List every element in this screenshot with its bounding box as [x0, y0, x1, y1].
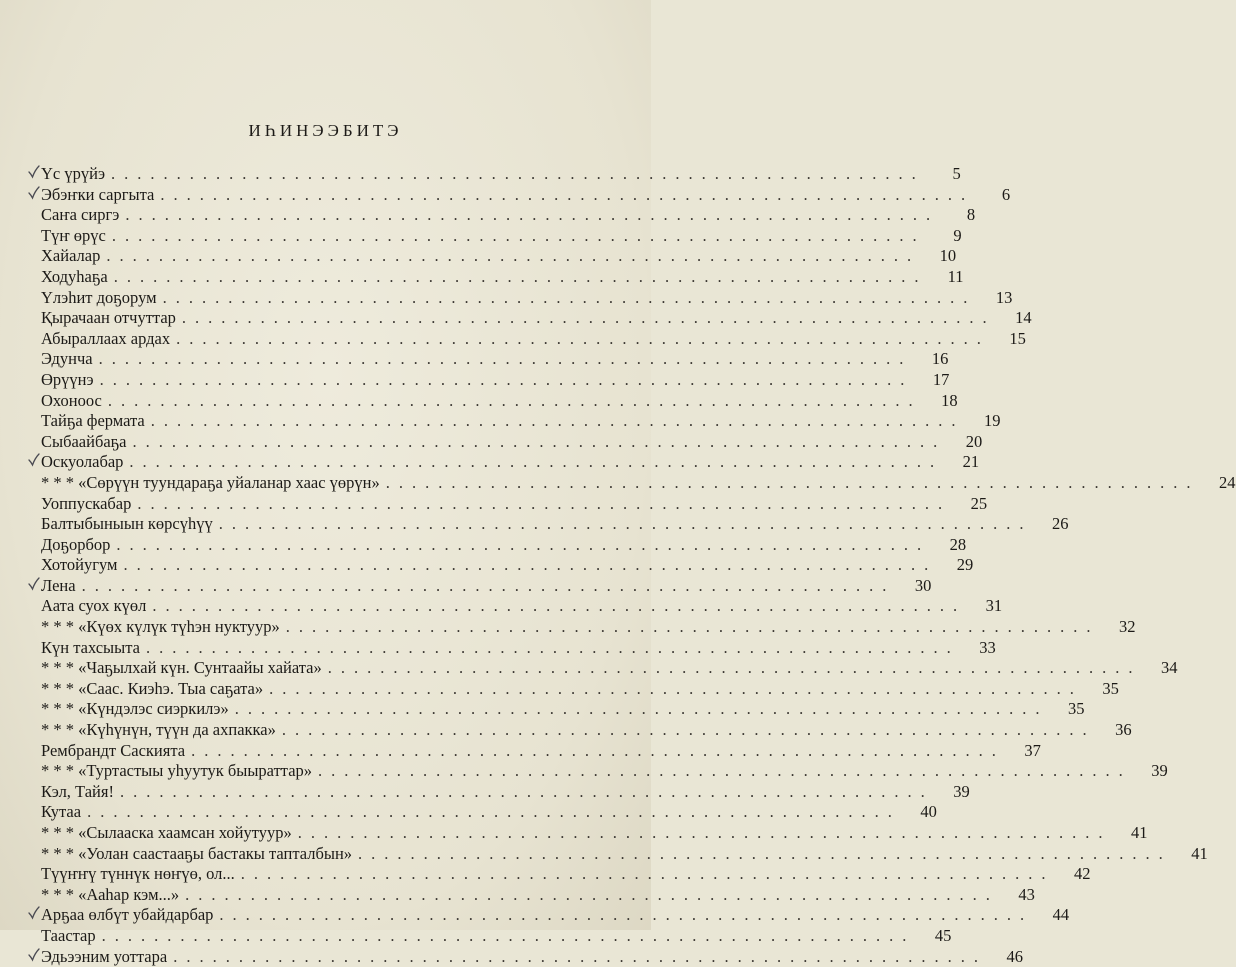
dot-leader: ..............................................................	[98, 349, 913, 369]
toc-entry	[41, 699, 1085, 720]
pencil-check-icon	[28, 186, 40, 200]
toc-entry-page: 44	[1052, 905, 1070, 925]
toc-entry-page: 40	[920, 802, 937, 822]
toc-entry-page: 18	[941, 390, 958, 410]
toc-entry-page: 41	[1191, 843, 1208, 863]
dot-leader: ..............................................................	[111, 225, 926, 245]
toc-entry-title: Таастар	[41, 925, 96, 945]
toc-entry-page: 39	[1151, 761, 1168, 781]
toc-entry	[41, 678, 1119, 700]
toc-entry	[41, 843, 1208, 865]
pencil-check-icon	[28, 948, 40, 962]
toc-entry-title: * * * «Сылааска хаамсан хойутуур»	[41, 823, 292, 842]
toc-entry-page: 39	[953, 781, 970, 801]
toc-entry-title: Охоноос	[41, 390, 102, 410]
toc-entry-title: Хотойугум	[41, 555, 118, 575]
toc-entry-title: Аата суох күөл	[41, 596, 147, 616]
dot-leader: ..............................................................	[297, 823, 1112, 842]
toc-entry	[41, 596, 1003, 617]
toc-entry-page: 34	[1161, 658, 1178, 678]
dot-leader: ..............................................................	[191, 740, 1005, 760]
toc-entry	[41, 390, 958, 412]
dot-leader: ..............................................................	[281, 720, 1096, 740]
toc-entry-page: 13	[995, 287, 1013, 307]
toc-entry-title: Абыраллаах ардах	[41, 328, 171, 348]
table-of-contents	[41, 164, 1236, 967]
toc-entry-title: Рембрандт Саскията	[41, 740, 186, 760]
toc-entry-page: 11	[947, 266, 964, 286]
toc-entry-page: 29	[956, 555, 974, 575]
dot-leader: ..............................................................	[129, 452, 944, 472]
dot-leader: ..............................................................	[125, 205, 940, 225]
dot-leader: ..............................................................	[327, 658, 1142, 678]
toc-entry	[41, 246, 957, 267]
toc-entry-page: 41	[1131, 823, 1148, 842]
toc-entry	[41, 452, 980, 473]
dot-leader: ..............................................................	[318, 761, 1132, 781]
toc-entry-title: * * * «Күндэлэс сиэркилэ»	[41, 699, 229, 719]
toc-entry-page: 31	[985, 596, 1003, 616]
toc-entry-page: 42	[1074, 864, 1091, 884]
dot-leader: ..............................................................	[218, 514, 1033, 534]
dot-leader: ..............................................................	[123, 555, 938, 575]
toc-entry	[41, 884, 1035, 906]
toc-entry	[41, 905, 1070, 926]
toc-entry-page: 25	[970, 493, 988, 513]
dot-leader: ..............................................................	[219, 905, 1034, 925]
toc-entry	[41, 575, 932, 597]
toc-entry	[41, 802, 937, 823]
toc-entry-title: Эдунча	[41, 349, 93, 369]
toc-entry-page: 20	[965, 431, 983, 451]
toc-entry-title: Түҥ өрүс	[41, 225, 106, 245]
dot-leader: ..............................................................	[101, 925, 916, 945]
page-title: ИҺИНЭЭБИТЭ	[248, 121, 403, 140]
dot-leader: ..............................................................	[99, 369, 914, 389]
dot-leader: ..............................................................	[285, 617, 1100, 637]
dot-leader: ..............................................................	[113, 266, 928, 286]
toc-entry-title: Оскуолабар	[41, 452, 124, 472]
toc-entry-page: 14	[1015, 308, 1032, 328]
toc-entry-title: Хайалар	[41, 246, 101, 266]
toc-entry	[41, 308, 1032, 329]
dot-leader: ..............................................................	[234, 699, 1049, 719]
toc-entry-page: 43	[1018, 884, 1035, 904]
toc-entry-title: * * * «Сөрүүн туундараҕа уйаланар хаас үөрүн»	[41, 472, 380, 492]
toc-entry	[41, 472, 1236, 494]
toc-entry-title: Сыбаайбаҕа	[41, 431, 127, 451]
toc-entry	[41, 823, 1148, 844]
toc-entry-page: 32	[1119, 617, 1136, 637]
dot-leader: ..............................................................	[160, 184, 975, 204]
dot-leader: ..............................................................	[137, 493, 952, 513]
toc-entry	[41, 514, 1069, 535]
toc-entry	[41, 658, 1178, 679]
toc-entry	[41, 781, 970, 803]
toc-entry	[41, 369, 950, 391]
toc-entry-title: Үлэһит доҕорум	[41, 287, 157, 307]
toc-entry-page: 35	[1102, 678, 1119, 698]
toc-entry-title: Өрүүнэ	[41, 369, 94, 389]
pencil-check-icon	[28, 453, 40, 467]
toc-entry-page: 24	[1219, 472, 1236, 492]
dot-leader: ..............................................................	[111, 164, 925, 183]
toc-entry-title: Кэл, Тайя!	[41, 781, 114, 801]
toc-entry-page: 19	[984, 411, 1001, 431]
dot-leader: ..............................................................	[152, 596, 967, 616]
toc-entry	[41, 555, 974, 576]
toc-entry-page: 16	[931, 349, 949, 369]
toc-entry	[41, 493, 988, 515]
toc-entry-page: 30	[914, 575, 932, 595]
toc-entry-page: 5	[952, 164, 961, 183]
toc-entry-page: 37	[1024, 740, 1041, 760]
toc-entry-title: Үс үрүйэ	[41, 164, 106, 183]
dot-leader: ..............................................................	[385, 472, 1200, 492]
toc-entry	[41, 164, 961, 185]
toc-entry-title: * * * «Саас. Киэһэ. Тыа саҕата»	[41, 678, 264, 698]
dot-leader: ..............................................................	[119, 781, 934, 801]
toc-entry	[41, 205, 976, 226]
toc-entry-title: Тайҕа фермата	[41, 411, 145, 431]
dot-leader: ..............................................................	[116, 534, 931, 554]
pencil-check-icon	[28, 906, 40, 920]
dot-leader: ..............................................................	[150, 411, 965, 431]
toc-entry-title: * * * «Туртастыы уһуутук быыраттар»	[41, 761, 313, 781]
dot-leader: ..............................................................	[173, 946, 987, 966]
toc-entry-title: Кутаа	[41, 802, 82, 822]
dot-leader: ..............................................................	[358, 843, 1172, 863]
dot-leader: ..............................................................	[107, 390, 922, 410]
toc-entry-page: 9	[953, 225, 962, 245]
toc-entry	[41, 184, 1011, 206]
toc-entry-title: * * * «Чаҕылхай күн. Сунтаайы хайата»	[41, 658, 322, 678]
toc-entry-page: 36	[1115, 720, 1132, 740]
toc-entry-page: 45	[934, 925, 952, 945]
toc-entry	[41, 925, 952, 947]
toc-entry-page: 28	[949, 534, 967, 554]
toc-entry-page: 8	[966, 205, 976, 225]
toc-entry	[41, 328, 1026, 350]
toc-entry	[41, 225, 962, 247]
toc-entry-title: * * * «Ааһар кэм...»	[41, 884, 180, 904]
dot-leader: ..............................................................	[162, 287, 977, 307]
dot-leader: ..............................................................	[106, 246, 921, 266]
toc-entry-page: 17	[932, 369, 950, 389]
toc-entry	[41, 349, 949, 370]
dot-leader: ..............................................................	[145, 637, 960, 657]
toc-entry	[41, 617, 1136, 638]
toc-entry-page: 10	[939, 246, 957, 266]
toc-entry-page: 15	[1009, 328, 1026, 348]
toc-entry-title: * * * «Күһүнүн, түүн да ахпакка»	[41, 720, 276, 740]
dot-leader: ..............................................................	[176, 328, 990, 348]
toc-entry-title: Уоппускабар	[41, 493, 132, 513]
toc-entry	[41, 534, 967, 556]
toc-entry	[41, 431, 983, 453]
toc-entry	[41, 740, 1041, 762]
toc-entry	[41, 864, 1091, 885]
dot-leader: ..............................................................	[81, 575, 896, 595]
pencil-check-icon	[28, 165, 40, 179]
toc-entry	[41, 287, 1013, 309]
dot-leader: ..............................................................	[185, 884, 999, 904]
toc-entry	[41, 637, 996, 659]
toc-entry-title: * * * «Уолан саастааҕы бастакы тапталбын»	[41, 843, 353, 863]
toc-entry-title: Ходуһаҕа	[41, 266, 108, 286]
dot-leader: ..............................................................	[132, 431, 947, 451]
pencil-check-icon	[28, 577, 40, 591]
toc-entry-title: Эбэҥки саргыта	[41, 184, 155, 204]
dot-leader: ..............................................................	[181, 308, 996, 328]
toc-entry-page: 46	[1006, 946, 1023, 966]
toc-entry-title: Күн тахсыыта	[41, 637, 140, 657]
toc-entry-title: Саҥа сиргэ	[41, 205, 120, 225]
toc-entry	[41, 720, 1132, 741]
toc-entry	[41, 761, 1168, 782]
toc-entry-title: * * * «Күөх күлүк түһэн нуктуур»	[41, 617, 280, 637]
toc-entry-title: Арҕаа өлбүт убайдарбар	[41, 905, 214, 925]
dot-leader: ..............................................................	[87, 802, 901, 822]
toc-entry-title: Балтыбыныын көрсүһүү	[41, 514, 213, 534]
toc-entry-page: 6	[1001, 184, 1011, 204]
toc-entry-page: 33	[979, 637, 996, 657]
toc-entry-title: Қырачаан отчуттар	[41, 308, 176, 328]
toc-entry-page: 35	[1067, 699, 1085, 719]
toc-entry-title: Эдьээним уоттара	[41, 946, 168, 966]
toc-entry	[41, 266, 964, 288]
toc-entry	[41, 946, 1023, 967]
dot-leader: ..............................................................	[269, 678, 1083, 698]
toc-entry	[41, 411, 1001, 432]
toc-entry-title: Доҕорбор	[41, 534, 111, 554]
toc-entry-page: 26	[1052, 514, 1069, 534]
toc-entry-title: Түүҥҥү түннүк нөҥүө, ол...	[41, 864, 235, 884]
toc-entry-page: 21	[962, 452, 980, 472]
dot-leader: ..............................................................	[240, 864, 1055, 884]
toc-entry-title: Лена	[41, 575, 76, 595]
